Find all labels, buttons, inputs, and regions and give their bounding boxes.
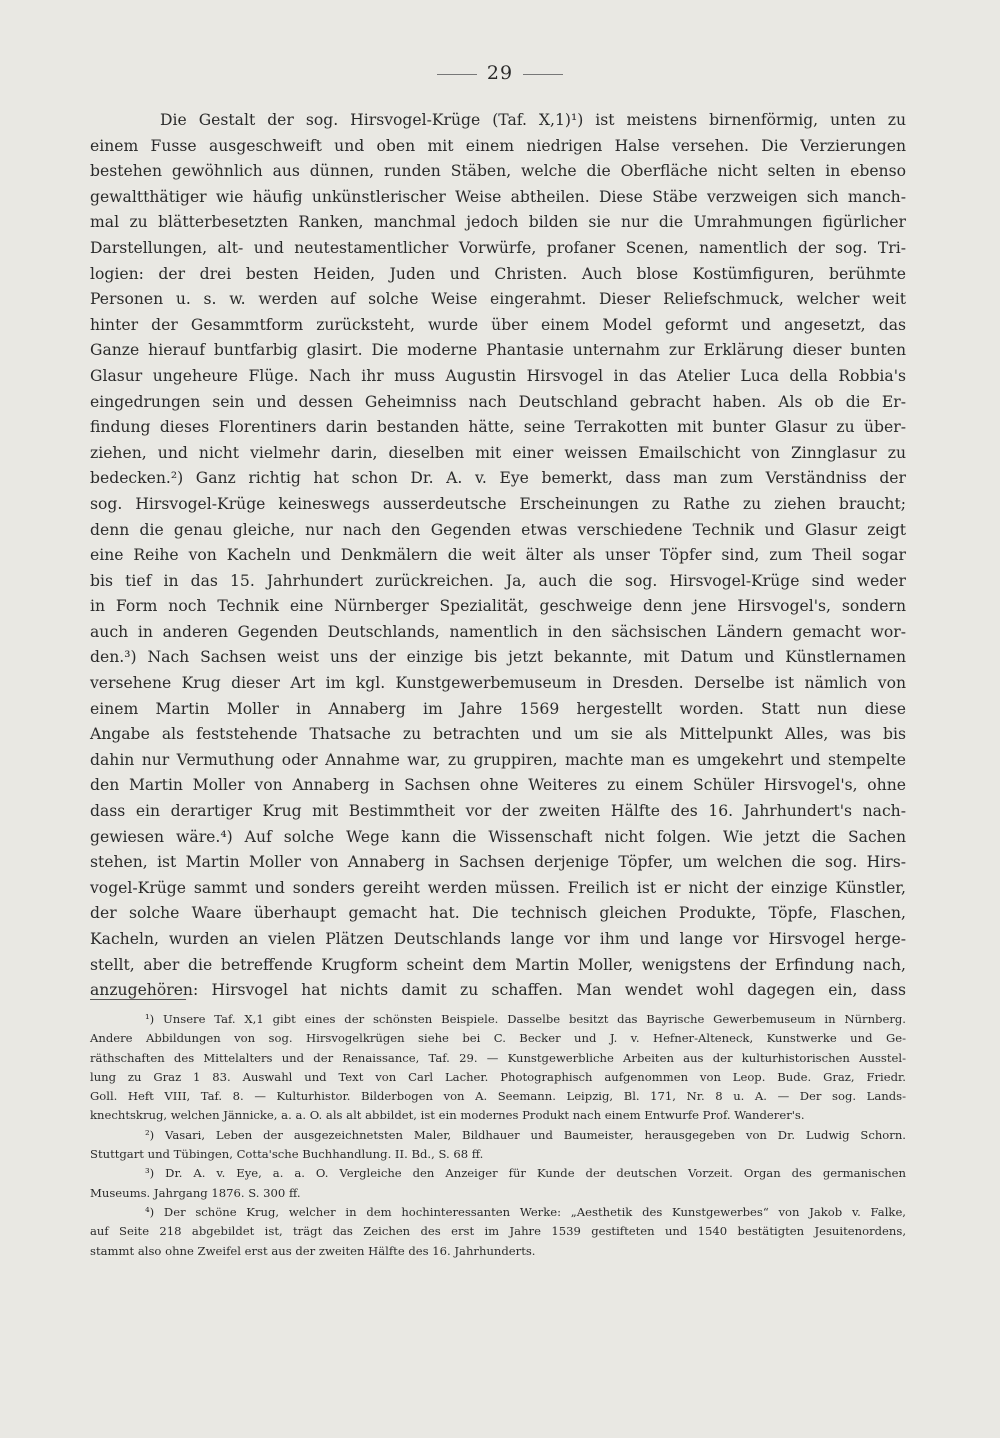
body-line: Personen u. s. w. werden auf solche Weise eingerahmt. Dieser Reliefschmuck, welcher weit [90,290,906,309]
body-line: in Form noch Technik eine Nürnberger Spezialität, geschweige denn jene Hirsvogel's, sondern [90,597,906,616]
body-line: gewiesen wäre.⁴) Auf solche Wege kann die Wissenschaft nicht folgen. Wie jetzt die Sachen [90,827,906,846]
footnote-line: räthschaften des Mittelalters und der Renaissance, Taf. 29. — Kunstgewerbliche Arbeiten aus der kulturhistorischen Ausstel- [90,1050,906,1065]
body-line: findung dieses Florentiners darin bestanden hätte, seine Terrakotten mit bunter Glasur zu über- [90,418,906,437]
footnotes [90,1010,906,1261]
body-line: bis tief in das 15. Jahrhundert zurückreichen. Ja, auch die sog. Hirsvogel-Krüge sind weder [90,571,906,590]
body-line: Die Gestalt der sog. Hirsvogel-Krüge (Taf. X,1)¹) ist meistens birnenförmig, unten zu [160,111,906,129]
body-line: bestehen gewöhnlich aus dünnen, runden Stäben, welche die Oberfläche nicht selten in ebenso [90,162,906,181]
page-number-rule-left [437,74,477,75]
body-line: stellt, aber die betreffende Krugform scheint dem Martin Moller, wenigstens der Erfindung nach, [90,955,906,974]
body-line: denn die genau gleiche, nur nach den Gegenden etwas verschiedene Technik und Glasur zeigt [90,520,906,539]
body-line: logien: der drei besten Heiden, Juden und Christen. Auch blose Kostümfiguren, berühmte [90,264,906,283]
body-line: Darstellungen, alt- und neutestamentlicher Vorwürfe, profaner Scenen, namentlich der sog. Tri- [90,238,906,257]
page-number-rule-right [523,74,563,75]
body-line: hinter der Gesammtform zurücksteht, wurde über einem Model geformt und angesetzt, das [90,315,906,334]
body-line: anzugehören: Hirsvogel hat nichts damit zu schaffen. Man wendet wohl dagegen ein, dass [90,981,906,1000]
page-number [0,62,1000,84]
body-line: Glasur ungeheure Flüge. Nach ihr muss Augustin Hirsvogel in das Atelier Luca della Robbia's [90,366,906,385]
body-line: der solche Waare überhaupt gemacht hat. Die technisch gleichen Produkte, Töpfe, Flaschen, [90,904,906,923]
footnote-separator [90,999,186,1000]
footnote-line: Stuttgart und Tübingen, Cotta'sche Buchhandlung. II. Bd., S. 68 ff. [90,1147,484,1162]
footnote-line: lung zu Graz 1 83. Auswahl und Text von Carl Lacher. Photographisch aufgenommen von Leop. Bude. Graz, Friedr. [90,1069,906,1084]
body-text [90,108,906,1004]
body-line: stehen, ist Martin Moller von Annaberg in Sachsen derjenige Töpfer, um welchen die sog. Hirs- [90,853,906,872]
body-line: bedecken.²) Ganz richtig hat schon Dr. A. v. Eye bemerkt, dass man zum Verständniss der [90,469,906,488]
body-line: dahin nur Vermuthung oder Annahme war, zu gruppiren, machte man es umgekehrt und stempelte [90,750,906,769]
footnote-line: ⁴) Der schöne Krug, welcher in dem hochinteressanten Werke: „Aesthetik des Kunstgewerbes“ von Jakob v. Falke, [145,1204,906,1219]
footnote-line: knechtskrug, welchen Jännicke, a. a. O. als alt abbildet, ist ein modernes Produkt nach einem Entwurfe Prof. Wanderer's. [90,1108,805,1123]
footnote-line: auf Seite 218 abgebildet ist, trägt das Zeichen des erst im Jahre 1539 gestifteten und 1540 bestätigten Jesuitenordens, [90,1224,906,1239]
body-line: Ganze hierauf buntfarbig glasirt. Die moderne Phantasie unternahm zur Erklärung dieser bunten [90,341,906,360]
footnote-line: ¹) Unsere Taf. X,1 gibt eines der schönsten Beispiele. Dasselbe besitzt das Bayrische Gewerbemuseum in Nürnberg. [145,1012,906,1026]
body-line: ziehen, und nicht vielmehr darin, dieselben mit einer weissen Emailschicht von Zinnglasur zu [90,443,906,462]
page-number-text: 29 [486,62,514,84]
body-line: einem Fusse ausgeschweift und oben mit einem niedrigen Halse versehen. Die Verzierungen [90,136,906,155]
body-line: eine Reihe von Kacheln und Denkmälern die weit älter als unser Töpfer sind, zum Theil sogar [90,546,906,565]
footnote-line: Andere Abbildungen von sog. Hirsvogelkrügen siehe bei C. Becker und J. v. Hefner-Alteneck, Kunstwerke und Ge- [90,1031,906,1046]
body-line: auch in anderen Gegenden Deutschlands, namentlich in den sächsischen Ländern gemacht wor- [90,622,906,641]
body-line: den Martin Moller von Annaberg in Sachsen ohne Weiteres zu einem Schüler Hirsvogel's, ohne [90,776,906,795]
body-line: dass ein derartiger Krug mit Bestimmtheit vor der zweiten Hälfte des 16. Jahrhundert's nach- [90,802,906,821]
body-line: gewaltthätiger wie häufig unkünstlerischer Weise abtheilen. Diese Stäbe verzweigen sich manch- [90,187,906,206]
body-line: eingedrungen sein und dessen Geheimniss nach Deutschland gebracht haben. Als ob die Er- [90,392,906,411]
body-line: Kacheln, wurden an vielen Plätzen Deutschlands lange vor ihm und lange vor Hirsvogel herge- [90,930,906,948]
footnote-line: ²) Vasari, Leben der ausgezeichnetsten Maler, Bildhauer und Baumeister, herausgegeben von Dr. Ludwig Schorn. [145,1127,906,1142]
body-line: sog. Hirsvogel-Krüge keineswegs ausserdeutsche Erscheinungen zu Rathe zu ziehen braucht; [90,494,906,513]
footnote-line: stammt also ohne Zweifel erst aus der zweiten Hälfte des 16. Jahrhunderts. [90,1243,536,1258]
footnote-line: ³) Dr. A. v. Eye, a. a. O. Vergleiche den Anzeiger für Kunde der deutschen Vorzeit. Organ des germanischen [145,1166,906,1181]
body-line: einem Martin Moller in Annaberg im Jahre 1569 hergestellt worden. Statt nun diese [90,699,906,718]
body-line: den.³) Nach Sachsen weist uns der einzige bis jetzt bekannte, mit Datum und Künstlernamen [90,648,906,667]
body-line: Angabe als feststehende Thatsache zu betrachten und um sie als Mittelpunkt Alles, was bis [90,725,906,744]
footnote-line: Goll. Heft VIII, Taf. 8. — Kulturhistor. Bilderbogen von A. Seemann. Leipzig, Bl. 171, Nr. 8 u. A. — Der sog. Lands- [90,1089,906,1104]
body-line: versehene Krug dieser Art im kgl. Kunstgewerbemuseum in Dresden. Derselbe ist nämlich von [90,674,906,693]
body-line: mal zu blätterbesetzten Ranken, manchmal jedoch bilden sie nur die Umrahmungen figürlicher [90,213,906,232]
footnote-line: Museums. Jahrgang 1876. S. 300 ff. [90,1185,301,1200]
body-line: vogel-Krüge sammt und sonders gereiht werden müssen. Freilich ist er nicht der einzige Künstler, [90,878,906,897]
